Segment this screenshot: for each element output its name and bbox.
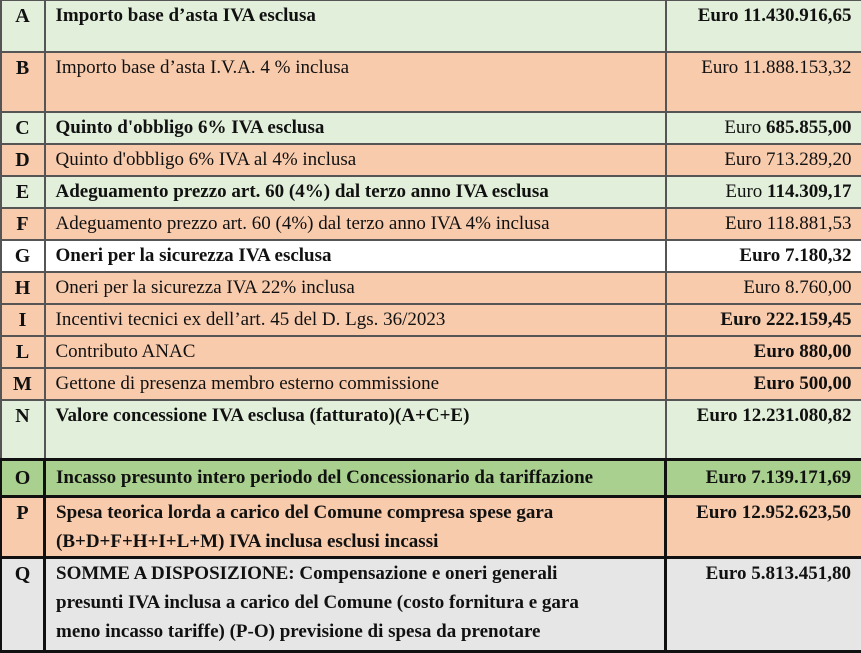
table-row-d (1, 144, 861, 176)
row-amount (666, 52, 861, 112)
row-amount (666, 497, 861, 558)
row-amount (666, 558, 861, 652)
description-line: Spesa teorica lorda a carico del Comune compresa spese gara (56, 498, 664, 527)
currency-prefix: Euro (725, 213, 762, 234)
row-description: Importo base d’asta I.V.A. 4 % inclusa (45, 52, 666, 112)
amount-value: 685.855,00 (766, 117, 852, 138)
table-row-i (1, 304, 861, 336)
row-letter: E (1, 176, 45, 208)
description-line: meno incasso tariffe) (P-O) previsione di spesa da prenotare (56, 617, 664, 646)
currency-prefix: Euro (697, 405, 738, 426)
row-description (45, 558, 666, 652)
row-amount (666, 336, 861, 368)
table-row-h (1, 272, 861, 304)
currency-prefix: Euro (754, 373, 795, 394)
amount-value: 8.760,00 (785, 277, 852, 298)
currency-prefix: Euro (724, 149, 761, 170)
amount-value: 713.289,20 (766, 149, 852, 170)
row-letter: C (1, 112, 45, 144)
row-amount (666, 208, 861, 240)
table-row-c (1, 112, 861, 144)
row-description: Importo base d’asta IVA esclusa (45, 0, 666, 52)
row-amount (666, 0, 861, 52)
currency-prefix: Euro (720, 309, 761, 330)
row-amount (666, 176, 861, 208)
row-amount (666, 112, 861, 144)
row-letter: I (1, 304, 45, 336)
amount-value: 12.231.080,82 (742, 405, 851, 426)
row-description: Gettone di presenza membro esterno commissione (45, 368, 666, 400)
amount-value: 5.813.451,80 (751, 563, 851, 584)
amount-value: 12.952.623,50 (742, 502, 851, 523)
row-letter: A (1, 0, 45, 52)
table-row-l (1, 336, 861, 368)
table-row-b (1, 52, 861, 112)
row-description: Incasso presunto intero periodo del Concessionario da tariffazione (45, 460, 666, 497)
row-amount (666, 400, 861, 460)
amount-value: 11.430.916,65 (743, 5, 851, 26)
row-description: Quinto d'obbligo 6% IVA al 4% inclusa (45, 144, 666, 176)
row-letter: L (1, 336, 45, 368)
table-row-p (1, 497, 861, 558)
amount-value: 500,00 (799, 373, 851, 394)
row-description: Oneri per la sicurezza IVA 22% inclusa (45, 272, 666, 304)
table-row-f (1, 208, 861, 240)
currency-prefix: Euro (701, 57, 738, 78)
table-row-n (1, 400, 861, 460)
amount-value: 222.159,45 (766, 309, 852, 330)
row-description: Oneri per la sicurezza IVA esclusa (45, 240, 666, 272)
currency-prefix: Euro (754, 341, 795, 362)
currency-prefix: Euro (696, 502, 737, 523)
amount-value: 880,00 (799, 341, 851, 362)
row-description: Contributo ANAC (45, 336, 666, 368)
description-line: presunti IVA inclusa a carico del Comune (costo fornitura e gara (56, 588, 664, 617)
row-letter: G (1, 240, 45, 272)
row-letter: P (1, 497, 45, 558)
row-description: Adeguamento prezzo art. 60 (4%) dal terzo anno IVA 4% inclusa (45, 208, 666, 240)
currency-prefix: Euro (724, 117, 761, 138)
row-description: Valore concessione IVA esclusa (fatturato)(A+C+E) (45, 400, 666, 460)
row-description: Incentivi tecnici ex dell’art. 45 del D. Lgs. 36/2023 (45, 304, 666, 336)
currency-prefix: Euro (698, 5, 739, 26)
row-letter: Q (1, 558, 45, 652)
row-amount (666, 460, 861, 497)
row-amount (666, 368, 861, 400)
currency-prefix: Euro (706, 467, 747, 488)
row-letter: H (1, 272, 45, 304)
row-amount (666, 240, 861, 272)
description-line: SOMME A DISPOSIZIONE: Compensazione e oneri generali (56, 559, 664, 588)
row-description: Quinto d'obbligo 6% IVA esclusa (45, 112, 666, 144)
row-letter: N (1, 400, 45, 460)
table-row-e (1, 176, 861, 208)
currency-prefix: Euro (725, 181, 762, 202)
row-letter: M (1, 368, 45, 400)
row-description (45, 497, 666, 558)
table-row-a (1, 0, 861, 52)
description-line: (B+D+F+H+I+L+M) IVA inclusa esclusi incassi (56, 527, 664, 556)
currency-prefix: Euro (706, 563, 747, 584)
amount-value: 114.309,17 (767, 181, 851, 202)
row-amount (666, 304, 861, 336)
row-letter: D (1, 144, 45, 176)
table-row-g (1, 240, 861, 272)
amount-value: 11.888.153,32 (743, 57, 852, 78)
row-description: Adeguamento prezzo art. 60 (4%) dal terzo anno IVA esclusa (45, 176, 666, 208)
table-row-o (1, 460, 861, 497)
amount-value: 7.139.171,69 (751, 467, 851, 488)
amount-value: 7.180,32 (785, 245, 852, 266)
currency-prefix: Euro (739, 245, 780, 266)
row-amount (666, 272, 861, 304)
row-letter: O (1, 460, 45, 497)
row-amount (666, 144, 861, 176)
currency-prefix: Euro (743, 277, 780, 298)
table-row-q (1, 558, 861, 652)
row-letter: F (1, 208, 45, 240)
amount-value: 118.881,53 (767, 213, 852, 234)
row-letter: B (1, 52, 45, 112)
table-row-m (1, 368, 861, 400)
